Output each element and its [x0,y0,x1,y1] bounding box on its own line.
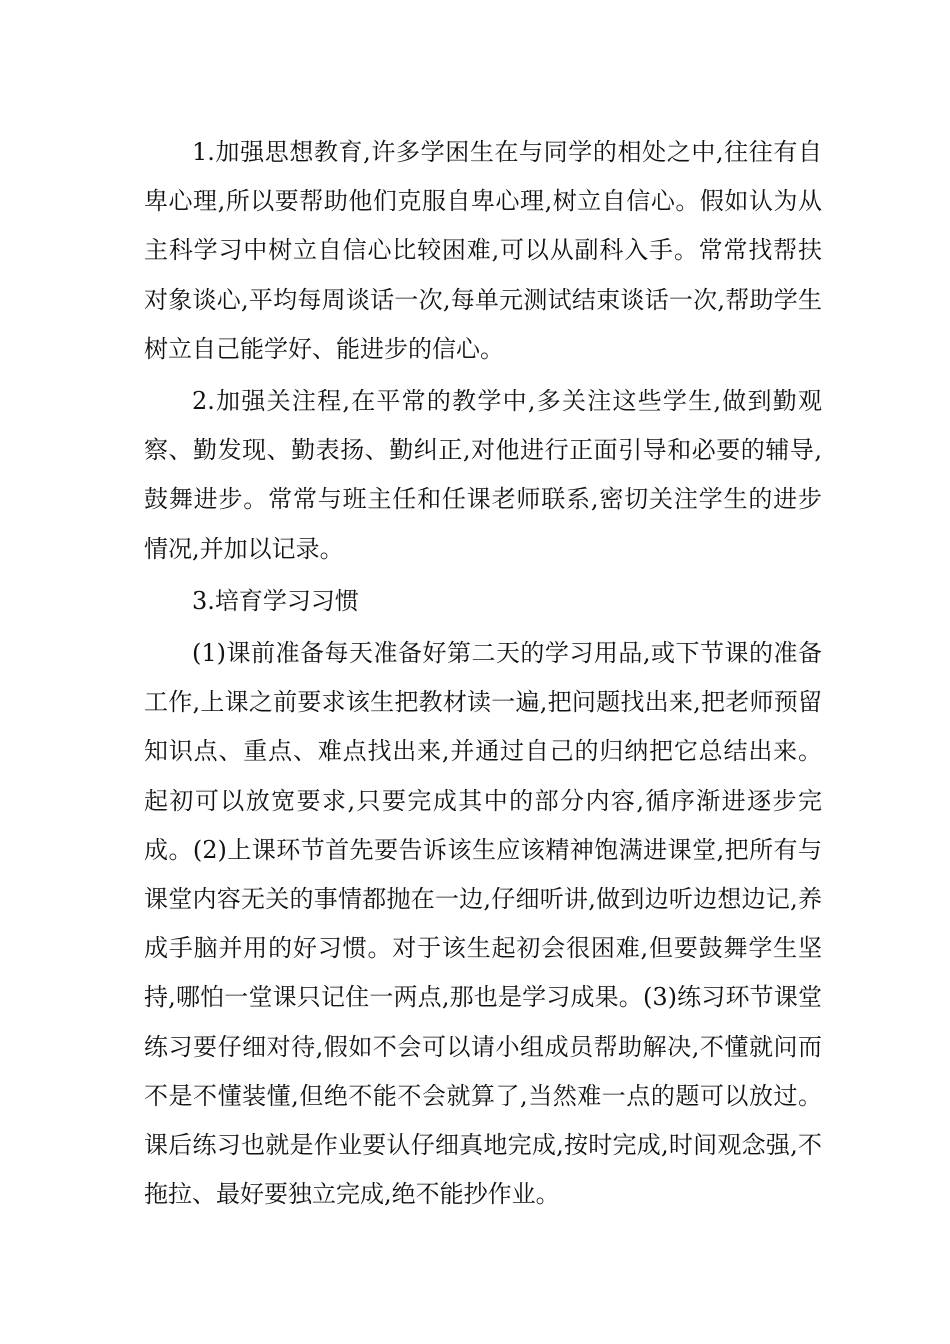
paragraph-4: (1)课前准备每天准备好第二天的学习用品,或下节课的准备工作,上课之前要求该生把教材读一遍,把问题找出来,把老师预留知识点、重点、难点找出来,并通过自己的归纳把它总结出来。起初可以放宽要求,只要完成其中的部分内容,循序渐进逐步完成。(2)上课环节首先要告诉该生应该精神饱满进课堂,把所有与课堂内容无关的事情都抛在一边,仔细听讲,做到边听边想边记,养成手脑并用的好习惯。对于该生起初会很困难,但要鼓舞学生坚持,哪怕一堂课只记住一两点,那也是学习成果。(3)练习环节课堂练习要仔细对待,假如不会可以请小组成员帮助解决,不懂就问而不是不懂装懂,但绝不能不会就算了,当然难一点的题可以放过。课后练习也就是作业要认仔细真地完成,按时完成,时间观念强,不拖拉、最好要独立完成,绝不能抄作业。 [144,639,822,1209]
paragraph-2: 2.加强关注程,在平常的教学中,多关注这些学生,做到勤观察、勤发现、勤表扬、勤纠正,对他进行正面引导和必要的辅导,鼓舞进步。常常与班主任和任课老师联系,密切关注学生的进步情况,并加以记录。 [144,387,822,563]
paragraph-1: 1.加强思想教育,许多学困生在与同学的相处之中,往往有自卑心理,所以要帮助他们克服自卑心理,树立自信心。假如认为从主科学习中树立自信心比较困难,可以从副科入手。常常找帮扶对象谈心,平均每周谈话一次,每单元测试结束谈话一次,帮助学生树立自己能学好、能进步的信心。 [144,138,822,363]
document-body [144,128,822,1219]
paragraph-3: 3.培育学习习惯 [192,586,359,615]
